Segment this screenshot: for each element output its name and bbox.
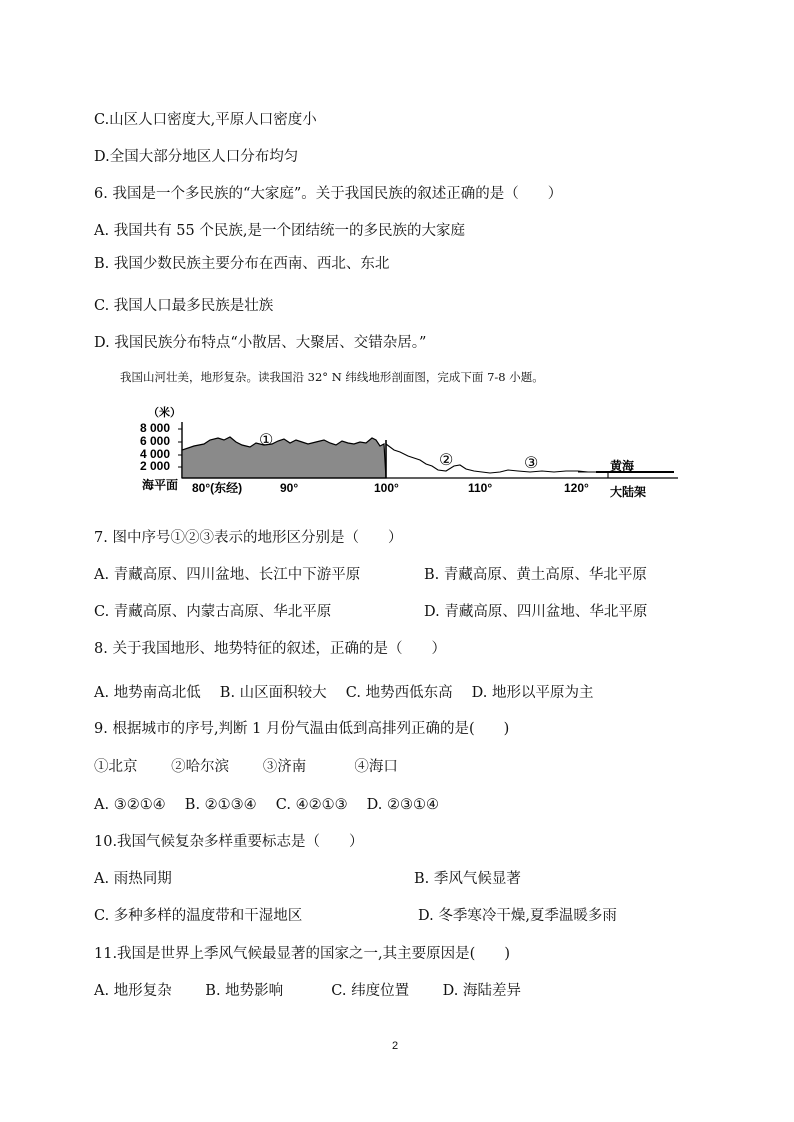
x-tick-80: 80°(东经) <box>192 481 243 495</box>
y-tick-8000: 8 000 <box>140 421 171 435</box>
q7-option-c: C. 青藏高原、内蒙古高原、华北平原 <box>94 604 332 620</box>
q9-cities: ①北京 ②哈尔滨 ③济南 ④海口 <box>94 759 398 775</box>
shelf-label: 大陆架 <box>610 485 647 499</box>
x-tick-120: 120° <box>564 481 589 495</box>
q5-option-c: C.山区人口密度大,平原人口密度小 <box>94 112 317 128</box>
eastern-profile <box>386 444 598 473</box>
q9-options: A. ③②①④ B. ②①③④ C. ④②①③ D. ②③①④ <box>94 797 439 813</box>
sea-label: 黄海 <box>610 459 635 473</box>
plateau-profile <box>182 437 386 478</box>
q10-stem: 10.我国气候复杂多样重要标志是（ ） <box>94 834 364 850</box>
marker-3: ③ <box>524 455 539 472</box>
q6-option-d: D. 我国民族分布特点“小散居、大聚居、交错杂居。” <box>94 335 427 351</box>
q9-stem: 9. 根据城市的序号,判断 1 月份气温由低到高排列正确的是( ) <box>94 721 510 737</box>
q6-stem: 6. 我国是一个多民族的“大家庭”。关于我国民族的叙述正确的是（ ） <box>94 186 563 202</box>
q7-option-b: B. 青藏高原、黄土高原、华北平原 <box>424 567 647 583</box>
q10-option-c: C. 多种多样的温度带和干湿地区 <box>94 908 303 924</box>
page-number: 2 <box>392 1040 399 1052</box>
q7-option-d: D. 青藏高原、四川盆地、华北平原 <box>424 604 648 620</box>
q10-option-a: A. 雨热同期 <box>94 871 172 887</box>
q7-option-a: A. 青藏高原、四川盆地、长江中下游平原 <box>94 567 361 583</box>
q6-option-b: B. 我国少数民族主要分布在西南、西北、东北 <box>94 256 390 272</box>
y-tick-6000: 6 000 <box>140 434 171 448</box>
marker-2: ② <box>439 452 454 469</box>
q10-option-b: B. 季风气候显著 <box>414 871 521 887</box>
sea-level-label: 海平面 <box>142 478 179 492</box>
y-tick-2000: 2 000 <box>140 459 171 473</box>
q7-stem: 7. 图中序号①②③表示的地形区分别是（ ） <box>94 530 403 546</box>
q8-options: A. 地势南高北低 B. 山区面积较大 C. 地势西低东高 D. 地形以平原为主 <box>94 685 594 701</box>
figure-intro: 我国山河壮美，地形复杂。读我国沿 32° N 纬线地形剖面图，完成下面 7-8 小题。 <box>120 370 544 384</box>
x-tick-100: 100° <box>374 481 399 495</box>
marker-1: ① <box>259 432 274 449</box>
x-tick-110: 110° <box>468 481 493 495</box>
y-unit: （米） <box>148 407 181 419</box>
q11-stem: 11.我国是世界上季风气候最显著的国家之一,其主要原因是( ) <box>94 946 510 962</box>
y-tick-4000: 4 000 <box>140 447 171 461</box>
q5-option-d: D.全国大部分地区人口分布均匀 <box>94 149 299 165</box>
x-tick-90: 90° <box>280 481 299 495</box>
q10-option-d: D. 冬季寒冷干燥,夏季温暖多雨 <box>418 908 617 924</box>
q6-option-a: A. 我国共有 55 个民族,是一个团结统一的多民族的大家庭 <box>94 223 465 239</box>
terrain-profile-figure <box>138 400 678 502</box>
q8-stem: 8. 关于我国地形、地势特征的叙述，正确的是（ ） <box>94 641 446 657</box>
q11-options: A. 地形复杂 B. 地势影响 C. 纬度位置 D. 海陆差异 <box>94 983 522 999</box>
q6-option-c: C. 我国人口最多民族是壮族 <box>94 298 274 314</box>
